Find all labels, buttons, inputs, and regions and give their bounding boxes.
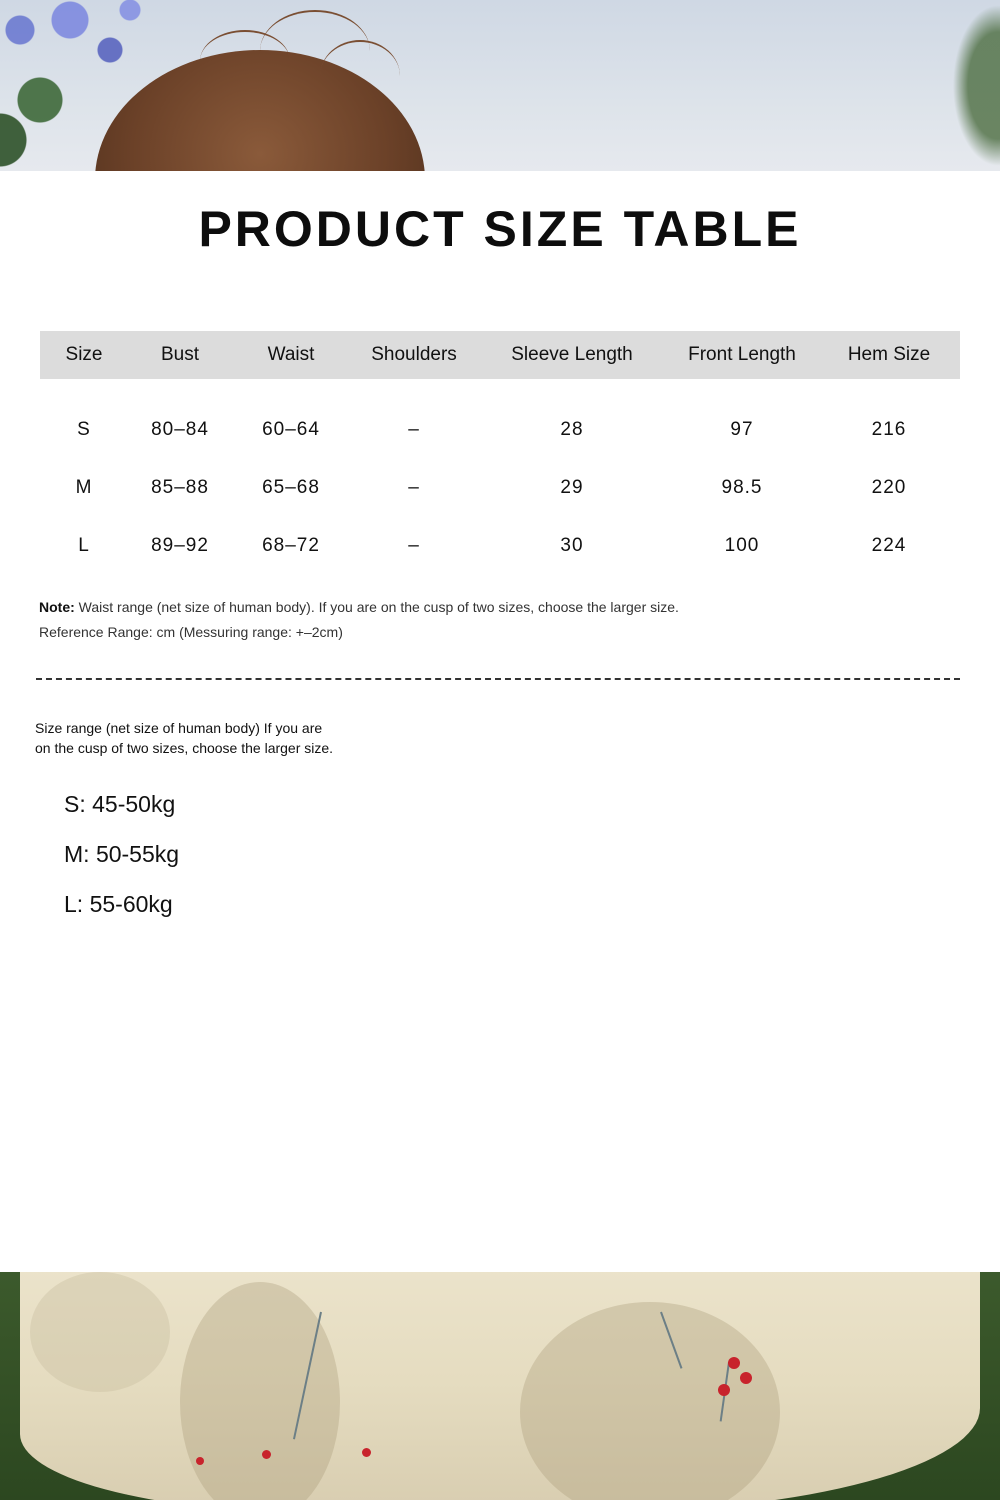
- hair-strand: [320, 40, 400, 112]
- embroidery-flower: [196, 1457, 204, 1465]
- note-text: Waist range (net size of human body). If you are on the cusp of two sizes, choose the larger size.: [78, 599, 679, 615]
- col-header-front-length: Front Length: [666, 331, 818, 379]
- embroidery-flower: [718, 1384, 730, 1396]
- cell-sleeve-length: 29: [560, 477, 584, 498]
- embroidery-flower: [362, 1448, 371, 1457]
- range-note-line: Size range (net size of human body) If you are: [35, 720, 323, 736]
- note-line: [39, 595, 679, 620]
- cell-size: S: [77, 419, 91, 440]
- col-header-hem-size: Hem Size: [818, 331, 960, 379]
- size-note: [39, 595, 679, 645]
- table-header-row: [40, 331, 960, 379]
- foliage-right: [950, 0, 1000, 171]
- dashed-divider: [36, 678, 960, 680]
- cell-shoulders: –: [408, 535, 420, 556]
- table-row: [40, 459, 960, 517]
- cell-sleeve-length: 28: [560, 419, 584, 440]
- size-range-note: [35, 718, 375, 758]
- embroidery-flower: [262, 1450, 271, 1459]
- top-product-photo: [0, 0, 1000, 171]
- table-row: [40, 401, 960, 459]
- cell-bust: 89–92: [151, 535, 209, 556]
- note-label: Note:: [39, 599, 75, 615]
- cell-sleeve-length: 30: [560, 535, 584, 556]
- dress-skirt: [20, 1272, 980, 1500]
- cell-hem-size: 224: [871, 535, 907, 556]
- range-note-line: on the cusp of two sizes, choose the larger size.: [35, 740, 334, 756]
- cell-bust: 80–84: [151, 419, 209, 440]
- cell-waist: 65–68: [262, 477, 320, 498]
- bottom-product-photo: [0, 1272, 1000, 1500]
- cell-shoulders: –: [408, 477, 420, 498]
- cell-hem-size: 216: [871, 419, 907, 440]
- embroidery-flower: [728, 1357, 740, 1369]
- cell-waist: 60–64: [262, 419, 320, 440]
- skirt-fold: [30, 1272, 170, 1392]
- cell-front-length: 97: [730, 419, 754, 440]
- page-title: PRODUCT SIZE TABLE: [198, 201, 802, 257]
- weight-item-s: S: 45-50kg: [64, 791, 176, 817]
- col-header-shoulders: Shoulders: [350, 331, 478, 379]
- cell-front-length: 100: [724, 535, 760, 556]
- weight-item-m: M: 50-55kg: [64, 841, 180, 867]
- cell-size: L: [78, 535, 90, 556]
- weight-item-l: L: 55-60kg: [64, 891, 173, 917]
- cell-shoulders: –: [408, 419, 420, 440]
- col-header-size: Size: [40, 331, 128, 379]
- embroidery-flower: [740, 1372, 752, 1384]
- size-table: [40, 331, 960, 575]
- cell-waist: 68–72: [262, 535, 320, 556]
- col-header-waist: Waist: [232, 331, 350, 379]
- reference-range: Reference Range: cm (Messuring range: +–2cm): [39, 624, 343, 640]
- col-header-sleeve-length: Sleeve Length: [478, 331, 666, 379]
- cell-front-length: 98.5: [721, 477, 763, 498]
- table-row: [40, 517, 960, 575]
- col-header-bust: Bust: [128, 331, 232, 379]
- cell-bust: 85–88: [151, 477, 209, 498]
- cell-size: M: [75, 477, 93, 498]
- weight-list: [64, 788, 179, 938]
- cell-hem-size: 220: [871, 477, 907, 498]
